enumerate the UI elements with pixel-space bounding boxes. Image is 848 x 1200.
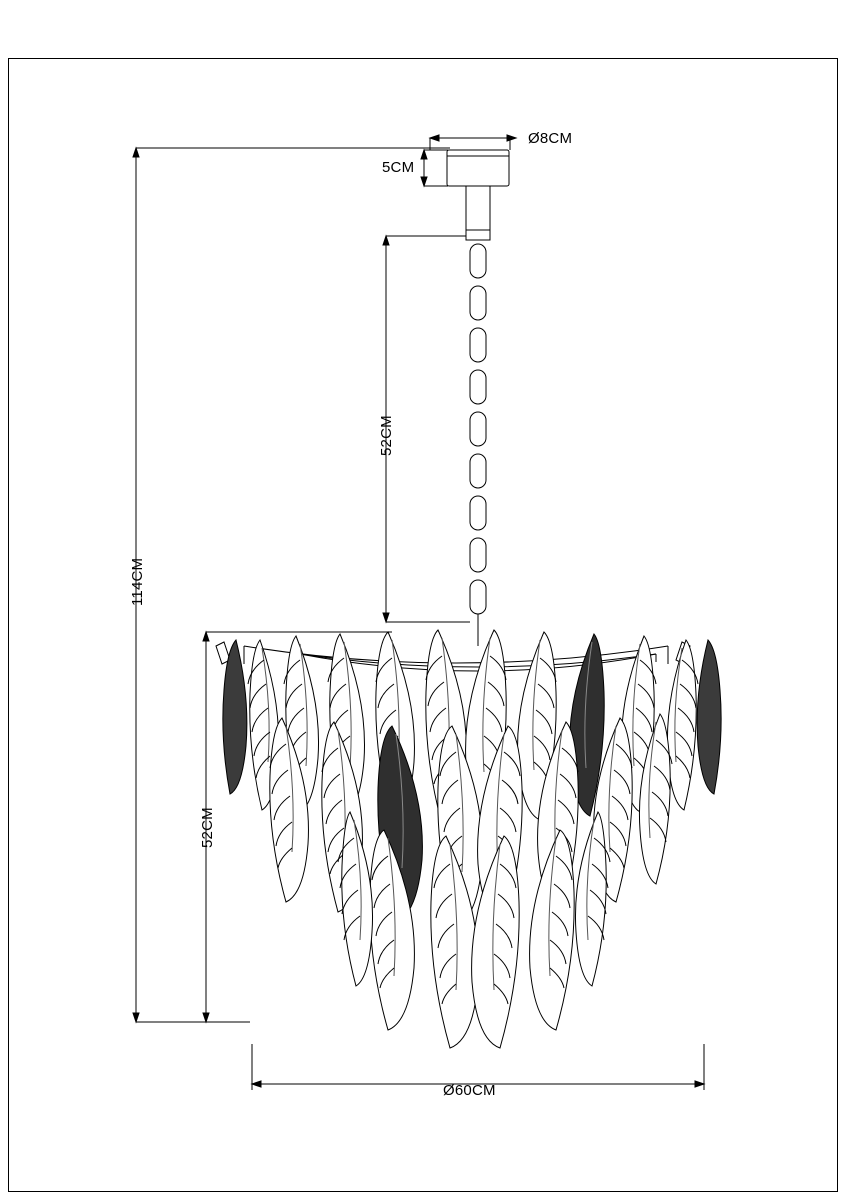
dim-chain-length [383,236,470,622]
dim-canopy-height [421,150,448,186]
suspension-chain [470,244,486,646]
label-canopy-height: 5CM [382,159,415,176]
label-chain-length: 52CM [378,415,395,456]
label-shade-height: 52CM [199,807,216,848]
label-canopy-diameter: Ø8CM [528,130,573,147]
top-frame-ring [216,642,690,671]
label-shade-diameter: Ø60CM [443,1082,496,1099]
ceiling-canopy [447,150,509,240]
label-overall-height: 114CM [129,557,146,606]
